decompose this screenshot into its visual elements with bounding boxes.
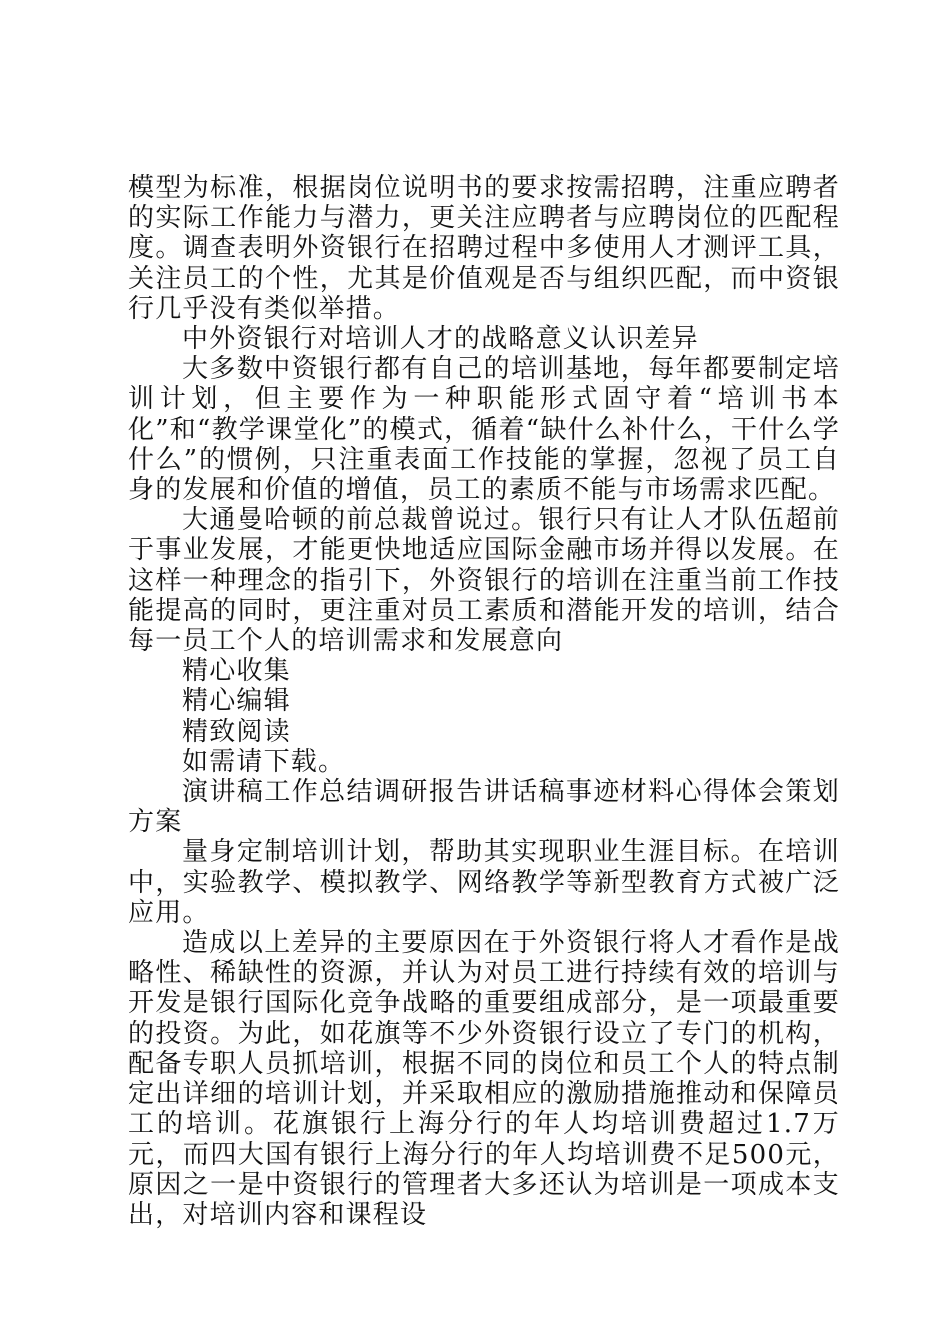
paragraph-custom-training: 量身定制培训计划，帮助其实现职业生涯目标。在培训中，实验教学、模拟教学、网络教学等新型教育方式被广泛应用。 [128, 837, 840, 928]
paragraph-domestic-training: 大多数中资银行都有自己的培训基地，每年都要制定培训计划，但主要作为一种职能形式固守着“培训书本化”和“教学课堂化”的模式，循着“缺什么补什么，干什么学什么”的惯例，只注重表面工作技能的掌握，忽视了员工自身的发展和价值的增值，员工的素质不能与市场需求匹配。 [128, 354, 840, 506]
paragraph-reasons: 造成以上差异的主要原因在于外资银行将人才看作是战略性、稀缺性的资源，并认为对员工进行持续有效的培训与开发是银行国际化竞争战略的重要组成部分，是一项最重要的投资。为此，如花旗等不少外资银行设立了专门的机构，配备专职人员抓培训，根据不同的岗位和员工个人的特点制定出详细的培训计划，并采取相应的激励措施推动和保障员工的培训。花旗银行上海分行的年人均培训费超过1.7万元，而四大国有银行上海分行的年人均培训费不足500元，原因之一是中资银行的管理者大多还认为培训是一项成本支出，对培训内容和课程设 [128, 928, 840, 1230]
section-heading-training-strategy: 中外资银行对培训人才的战略意义认识差异 [182, 324, 699, 355]
document-body [128, 173, 840, 1230]
line-careful-collection: 精心收集 [182, 656, 291, 687]
line-document-categories: 演讲稿工作总结调研报告讲话稿事迹材料心得体会策划方案 [128, 777, 840, 838]
paragraph-recruitment: 模型为标准，根据岗位说明书的要求按需招聘，注重应聘者的实际工作能力与潜力，更关注应聘者与应聘岗位的匹配程度。调查表明外资银行在招聘过程中多使用人才测评工具，关注员工的个性，尤其是价值观是否与组织匹配，而中资银行几乎没有类似举措。 [128, 173, 840, 324]
line-fine-reading: 精致阅读 [182, 716, 291, 747]
paragraph-chase-quote: 大通曼哈顿的前总裁曾说过。银行只有让人才队伍超前于事业发展，才能更快地适应国际金融市场并得以发展。在这样一种理念的指引下，外资银行的培训在注重当前工作技能提高的同时，更注重对员工素质和潜能开发的培训，结合每一员工个人的培训需求和发展意向 [128, 505, 840, 657]
line-careful-editing: 精心编辑 [182, 686, 291, 717]
line-download-note: 如需请下载。 [182, 746, 346, 777]
